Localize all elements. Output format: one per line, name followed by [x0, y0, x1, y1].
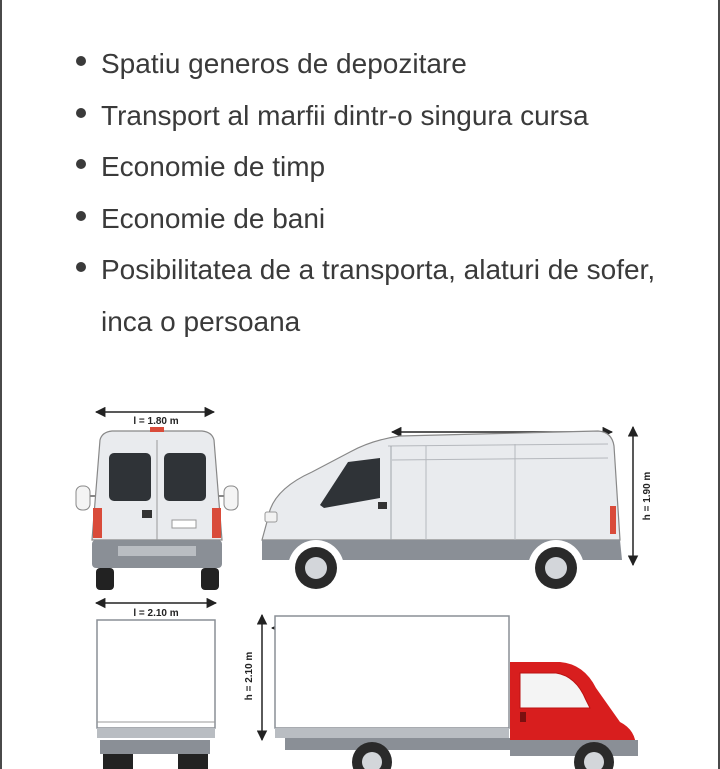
truck-rear-view — [96, 603, 216, 769]
truck-width-label: l = 2.10 m — [133, 608, 179, 619]
tail-light-right — [212, 508, 221, 538]
van-side-view — [262, 427, 653, 596]
tail-light-left — [93, 508, 102, 538]
feature-text: Spatiu generos de depozitare — [101, 48, 467, 79]
left-mirror — [76, 486, 90, 510]
truck-box-rear — [97, 620, 215, 728]
wheel-right — [201, 568, 219, 590]
van-height-label: h = 1.90 m — [642, 471, 653, 521]
feature-text: Economie de timp — [101, 151, 326, 182]
truck-side-view — [244, 615, 638, 769]
truck-rear-bumper — [100, 740, 210, 754]
feature-text: Posibilitatea de a transporta, alaturi de sofer, inca o persoana — [101, 254, 656, 337]
van-rear-view — [76, 412, 238, 590]
right-mirror — [224, 486, 238, 510]
van-width-label: l = 1.80 m — [133, 416, 179, 427]
rear-window-right — [164, 453, 206, 501]
feature-text: Economie de bani — [101, 202, 326, 234]
truck-height-label: h = 2.10 m — [244, 651, 255, 701]
third-brake-light — [150, 427, 164, 432]
truck-cargo-box — [275, 616, 509, 728]
feature-text: Transport al marfii dintr-o singura cursa — [101, 99, 589, 131]
rear-window-left — [109, 453, 151, 501]
van-side-body — [262, 431, 620, 540]
wheel-left — [96, 568, 114, 590]
